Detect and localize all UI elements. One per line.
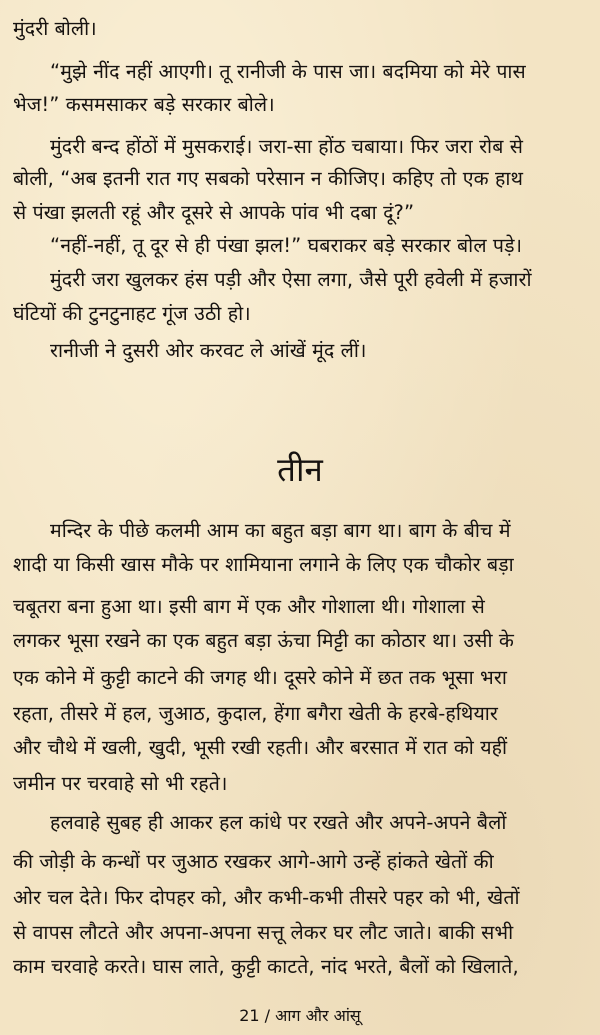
text-line: रानीजी ने दुसरी ओर करवट ले आंखें मूंद लीं। [50, 339, 367, 362]
text-line: मन्दिर के पीछे कलमी आम का बहुत बड़ा बाग था। बाग के बीच में [50, 519, 511, 542]
text-line: मुंदरी जरा खुलकर हंस पड़ी और ऐसा लगा, जैसे पूरी हवेली में हजारों [50, 268, 532, 291]
text-line: लगकर भूसा रखने का एक बहुत बड़ा ऊंचा मिट्टी का कोठार था। उसी के [13, 629, 514, 652]
text-line: “मुझे नींद नहीं आएगी। तू रानीजी के पास जा। बदमिया को मेरे पास [50, 60, 526, 83]
text-line: रहता, तीसरे में हल, जुआठ, कुदाल, हेंगा बगैरा खेती के हरबे-हथियार [13, 702, 498, 725]
text-line: और चौथे में खली, खुदी, भूसी रखी रहती। और बरसात में रात को यहीं [13, 736, 508, 759]
text-line: चबूतरा बना हुआ था। इसी बाग में एक और गोशाला थी। गोशाला से [13, 595, 485, 618]
text-line: जमीन पर चरवाहे सो भी रहते। [13, 772, 228, 795]
text-line: “नहीं-नहीं, तू दूर से ही पंखा झल!” घबराकर बड़े सरकार बोल पड़े। [50, 234, 523, 257]
text-line: हलवाहे सुबह ही आकर हल कांधे पर रखते और अपने-अपने बैलों [50, 811, 507, 834]
text-line: भेज!” कसमसाकर बड़े सरकार बोले। [13, 93, 275, 116]
text-line: घंटियों की टुनटुनाहट गूंज उठी हो। [13, 302, 251, 325]
page-footer: 21 / आग और आंसू [239, 1006, 361, 1025]
text-line: मुंदरी बोली। [13, 17, 97, 40]
text-line: एक कोने में कुट्टी काटने की जगह थी। दूसरे कोने में छत तक भूसा भरा [13, 666, 507, 689]
text-line: बोली, “अब इतनी रात गए सबको परेसान न कीजिए। कहिए तो एक हाथ [13, 167, 524, 190]
text-line: से पंखा झलती रहूं और दूसरे से आपके पांव भी दबा दूं?” [13, 201, 415, 224]
text-line: काम चरवाहे करते। घास लाते, कुट्टी काटते, नांद भरते, बैलों को खिलाते, [13, 955, 519, 978]
chapter-heading: तीन [277, 450, 323, 489]
text-line: मुंदरी बन्द होंठों में मुसकराई। जरा-सा होंठ चबाया। फिर जरा रोब से [50, 135, 524, 158]
text-line: की जोड़ी के कन्धों पर जुआठ रखकर आगे-आगे उन्हें हांकते खेतों की [13, 850, 494, 873]
text-line: ओर चल देते। फिर दोपहर को, और कभी-कभी तीसरे पहर को भी, खेतों [13, 886, 520, 909]
text-line: शादी या किसी खास मौके पर शामियाना लगाने के लिए एक चौकोर बड़ा [13, 553, 514, 576]
text-line: से वापस लौटते और अपना-अपना सत्तू लेकर घर लौट जाते। बाकी सभी [13, 921, 514, 944]
